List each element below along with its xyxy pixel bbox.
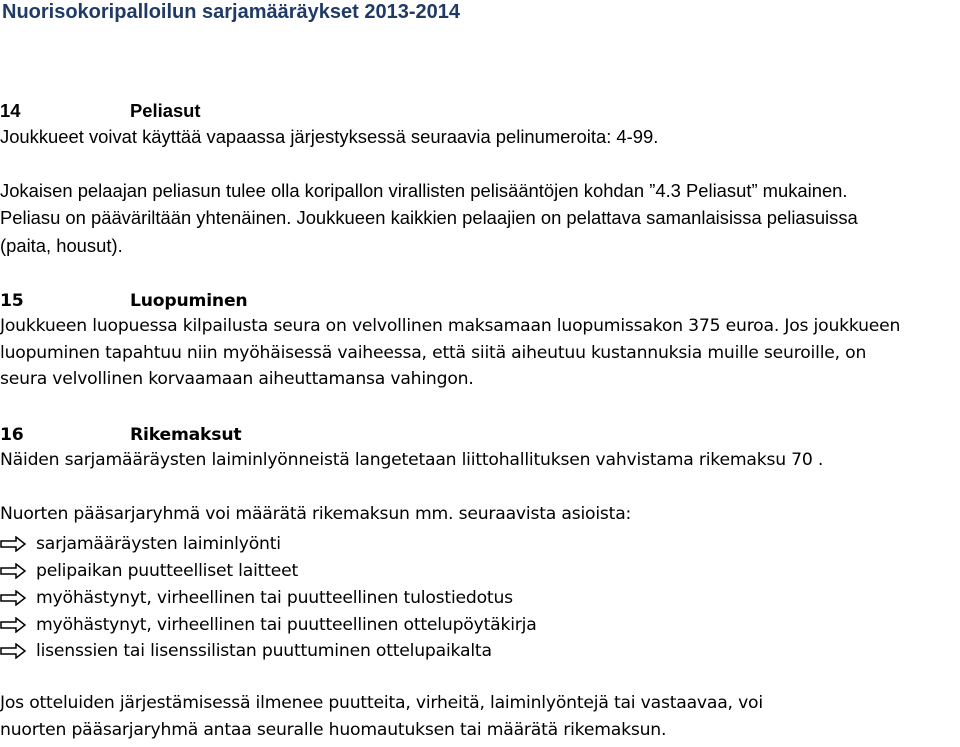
section-16-heading: [0, 425, 600, 449]
section-15-heading: [0, 291, 600, 315]
list-item-text: lisenssien tai lisenssilistan puuttuminen ottelupaikalta: [36, 641, 492, 661]
section-16-number: 16: [0, 425, 24, 445]
section-16-closing-line-1: Jos otteluiden järjestämisessä ilmenee puutteita, virheitä, laiminlyöntejä tai vastaavaa, voi: [0, 693, 763, 713]
section-15-line-3: seura velvollinen korvaamaan aiheuttamansa vahingon.: [0, 369, 474, 389]
section-14-para2-line-2: Peliasu on pääväriltään yhtenäinen. Joukkueen kaikkien pelaajien on pelattava samanlaisissa peliasuissa: [0, 207, 858, 228]
section-15-title: Luopuminen: [130, 291, 248, 311]
outline-right-arrow-icon: [0, 563, 26, 579]
outline-right-arrow-icon: [0, 536, 26, 552]
section-14-heading: [0, 100, 600, 124]
outline-right-arrow-icon: [0, 617, 26, 633]
section-14-number: 14: [0, 100, 21, 121]
section-15-number: 15: [0, 291, 24, 311]
section-16-closing-line-2: nuorten pääsarjaryhmä antaa seuralle huomautuksen tai määrätä rikemaksun.: [0, 720, 667, 740]
outline-right-arrow-icon: [0, 590, 26, 606]
list-item: [0, 588, 700, 610]
list-item: [0, 534, 700, 556]
section-15-line-1: Joukkueen luopuessa kilpailusta seura on velvollinen maksamaan luopumissakon 375 euroa. Jos joukkueen: [0, 316, 901, 336]
section-15-line-2: luopuminen tapahtuu niin myöhäisessä vaiheessa, että siitä aiheutuu kustannuksia muille seuroille, on: [0, 343, 867, 363]
list-item-text: sarjamääräysten laiminlyönti: [36, 534, 281, 554]
list-item: [0, 561, 700, 583]
outline-right-arrow-icon: [0, 643, 26, 659]
section-14-line-1: Joukkueet voivat käyttää vapaassa järjestyksessä seuraavia pelinumeroita: 4-99.: [0, 126, 659, 147]
list-item: [0, 641, 700, 663]
list-item-text: myöhästynyt, virheellinen tai puutteellinen ottelupöytäkirja: [36, 615, 537, 635]
section-16-intro: Nuorten pääsarjaryhmä voi määrätä rikemaksun mm. seuraavista asioista:: [0, 504, 632, 524]
list-item: [0, 615, 700, 637]
section-16-title: Rikemaksut: [130, 425, 242, 445]
section-16-line-1: Näiden sarjamääräysten laiminlyönneistä langetetaan liittohallituksen vahvistama rikemaksu 70 .: [0, 450, 824, 470]
section-14-title: Peliasut: [130, 100, 201, 121]
section-14-para2-line-1: Jokaisen pelaajan peliasun tulee olla koripallon virallisten pelisääntöjen kohdan ”4.3 Peliasut” mukainen.: [0, 180, 848, 201]
list-item-text: myöhästynyt, virheellinen tai puutteellinen tulostiedotus: [36, 588, 513, 608]
list-item-text: pelipaikan puutteelliset laitteet: [36, 561, 299, 581]
section-14-para2-line-3: (paita, housut).: [0, 235, 123, 256]
page-header-title: Nuorisokoripalloilun sarjamääräykset 2013-2014: [2, 1, 461, 23]
